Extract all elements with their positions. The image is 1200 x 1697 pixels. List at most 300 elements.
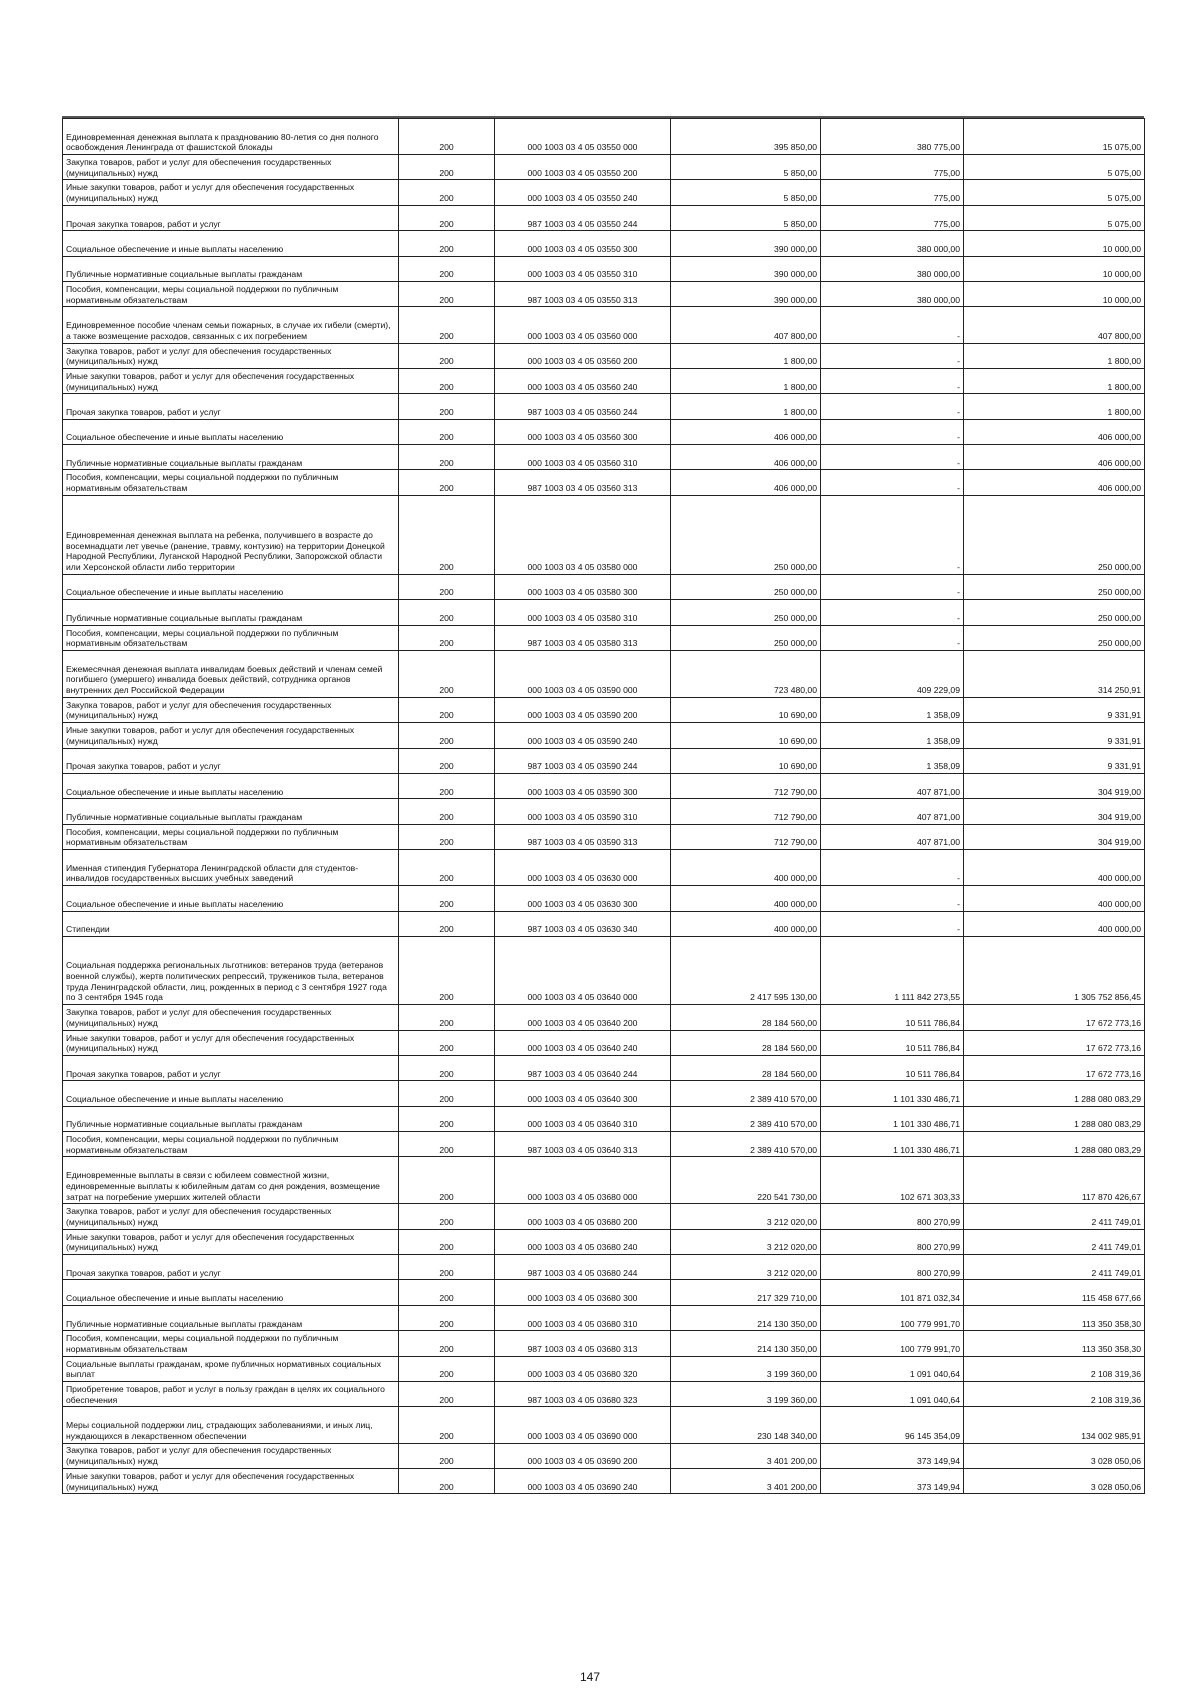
row-unexecuted-cell: 117 870 426,67 [964, 1157, 1145, 1204]
row-code-cell: 200 [399, 574, 495, 599]
row-executed-cell: 800 270,99 [821, 1229, 964, 1254]
row-approved-cell: 3 401 200,00 [671, 1468, 821, 1493]
row-classification-cell: 000 1003 03 4 05 03690 200 [495, 1443, 671, 1468]
row-classification-cell: 000 1003 03 4 05 03560 240 [495, 368, 671, 393]
table-row [63, 1382, 1145, 1407]
row-approved-cell: 390 000,00 [671, 256, 821, 281]
table-row [63, 282, 1145, 307]
row-executed-cell: 380 775,00 [821, 119, 964, 155]
row-code-cell: 200 [399, 1331, 495, 1356]
row-name-cell: Иные закупки товаров, работ и услуг для обеспечения государственных (муниципальных) нужд [63, 1229, 399, 1254]
row-code-cell: 200 [399, 256, 495, 281]
row-classification-cell: 000 1003 03 4 05 03690 240 [495, 1468, 671, 1493]
row-code-cell: 200 [399, 1443, 495, 1468]
row-code-cell: 200 [399, 1280, 495, 1305]
report-sheet [62, 118, 1144, 1494]
row-unexecuted-cell: 400 000,00 [964, 911, 1145, 936]
row-approved-cell: 10 690,00 [671, 697, 821, 722]
row-executed-cell: - [821, 419, 964, 444]
row-classification-cell: 987 1003 03 4 05 03640 313 [495, 1132, 671, 1157]
row-approved-cell: 5 850,00 [671, 155, 821, 180]
row-classification-cell: 987 1003 03 4 05 03590 244 [495, 748, 671, 773]
row-classification-cell: 000 1003 03 4 05 03590 200 [495, 697, 671, 722]
table-row [63, 1255, 1145, 1280]
table-row [63, 445, 1145, 470]
row-approved-cell: 712 790,00 [671, 799, 821, 824]
row-executed-cell: 1 091 040,64 [821, 1382, 964, 1407]
row-approved-cell: 3 199 360,00 [671, 1382, 821, 1407]
row-code-cell: 200 [399, 1005, 495, 1030]
row-unexecuted-cell: 250 000,00 [964, 625, 1145, 650]
row-code-cell: 200 [399, 394, 495, 419]
row-code-cell: 200 [399, 625, 495, 650]
table-row [63, 307, 1145, 343]
row-unexecuted-cell: 1 800,00 [964, 368, 1145, 393]
row-classification-cell: 000 1003 03 4 05 03550 200 [495, 155, 671, 180]
row-code-cell: 200 [399, 1030, 495, 1055]
table-row [63, 1106, 1145, 1131]
table-row [63, 419, 1145, 444]
row-code-cell: 200 [399, 1157, 495, 1204]
row-classification-cell: 000 1003 03 4 05 03550 000 [495, 119, 671, 155]
row-approved-cell: 230 148 340,00 [671, 1407, 821, 1443]
row-approved-cell: 406 000,00 [671, 419, 821, 444]
row-code-cell: 200 [399, 205, 495, 230]
row-approved-cell: 217 329 710,00 [671, 1280, 821, 1305]
row-unexecuted-cell: 134 002 985,91 [964, 1407, 1145, 1443]
row-classification-cell: 000 1003 03 4 05 03560 200 [495, 343, 671, 368]
row-classification-cell: 000 1003 03 4 05 03680 000 [495, 1157, 671, 1204]
row-approved-cell: 250 000,00 [671, 495, 821, 574]
row-approved-cell: 250 000,00 [671, 574, 821, 599]
row-executed-cell: - [821, 343, 964, 368]
row-unexecuted-cell: 314 250,91 [964, 650, 1145, 697]
row-executed-cell: - [821, 886, 964, 911]
table-row [63, 1280, 1145, 1305]
row-code-cell: 200 [399, 697, 495, 722]
row-unexecuted-cell: 406 000,00 [964, 445, 1145, 470]
row-name-cell: Иные закупки товаров, работ и услуг для обеспечения государственных (муниципальных) нужд [63, 1030, 399, 1055]
row-approved-cell: 712 790,00 [671, 824, 821, 849]
table-row [63, 799, 1145, 824]
row-executed-cell: 373 149,94 [821, 1468, 964, 1493]
row-code-cell: 200 [399, 1407, 495, 1443]
table-row [63, 697, 1145, 722]
row-executed-cell: 1 101 330 486,71 [821, 1132, 964, 1157]
row-name-cell: Приобретение товаров, работ и услуг в пользу граждан в целях их социального обеспечения [63, 1382, 399, 1407]
row-classification-cell: 000 1003 03 4 05 03560 310 [495, 445, 671, 470]
page-number: 147 [580, 1670, 601, 1684]
row-name-cell: Пособия, компенсации, меры социальной поддержки по публичным нормативным обязательствам [63, 282, 399, 307]
table-row [63, 773, 1145, 798]
row-unexecuted-cell: 17 672 773,16 [964, 1055, 1145, 1080]
row-code-cell: 200 [399, 886, 495, 911]
row-unexecuted-cell: 5 075,00 [964, 205, 1145, 230]
row-name-cell: Иные закупки товаров, работ и услуг для обеспечения государственных (муниципальных) нужд [63, 1468, 399, 1493]
row-classification-cell: 000 1003 03 4 05 03630 300 [495, 886, 671, 911]
row-executed-cell: 409 229,09 [821, 650, 964, 697]
row-unexecuted-cell: 250 000,00 [964, 600, 1145, 625]
row-classification-cell: 987 1003 03 4 05 03550 244 [495, 205, 671, 230]
row-code-cell: 200 [399, 1229, 495, 1254]
row-approved-cell: 28 184 560,00 [671, 1030, 821, 1055]
row-approved-cell: 2 389 410 570,00 [671, 1132, 821, 1157]
row-name-cell: Социальная поддержка региональных льготников: ветеранов труда (ветеранов военной службы), жертв политических репрессий, тружеников тыла, ветеранов труда Ленинградской области, лиц, рожденных в период с 3 сентября 1927 года по 3 сентября 1945 года [63, 936, 399, 1004]
row-unexecuted-cell: 1 288 080 083,29 [964, 1106, 1145, 1131]
row-name-cell: Закупка товаров, работ и услуг для обеспечения государственных (муниципальных) нужд [63, 697, 399, 722]
row-executed-cell: - [821, 368, 964, 393]
row-approved-cell: 3 212 020,00 [671, 1204, 821, 1229]
row-classification-cell: 987 1003 03 4 05 03630 340 [495, 911, 671, 936]
row-unexecuted-cell: 3 028 050,06 [964, 1443, 1145, 1468]
row-code-cell: 200 [399, 600, 495, 625]
row-executed-cell: 1 358,09 [821, 723, 964, 748]
row-unexecuted-cell: 9 331,91 [964, 748, 1145, 773]
row-approved-cell: 10 690,00 [671, 748, 821, 773]
row-executed-cell: 1 358,09 [821, 748, 964, 773]
row-name-cell: Социальное обеспечение и иные выплаты населению [63, 773, 399, 798]
row-unexecuted-cell: 400 000,00 [964, 850, 1145, 886]
row-classification-cell: 987 1003 03 4 05 03590 313 [495, 824, 671, 849]
row-executed-cell: 373 149,94 [821, 1443, 964, 1468]
row-code-cell: 200 [399, 119, 495, 155]
row-classification-cell: 000 1003 03 4 05 03580 000 [495, 495, 671, 574]
row-unexecuted-cell: 5 075,00 [964, 180, 1145, 205]
row-classification-cell: 000 1003 03 4 05 03550 310 [495, 256, 671, 281]
row-name-cell: Пособия, компенсации, меры социальной поддержки по публичным нормативным обязательствам [63, 1331, 399, 1356]
row-executed-cell: - [821, 600, 964, 625]
table-row [63, 1204, 1145, 1229]
row-approved-cell: 5 850,00 [671, 205, 821, 230]
row-approved-cell: 1 800,00 [671, 343, 821, 368]
row-approved-cell: 712 790,00 [671, 773, 821, 798]
row-classification-cell: 000 1003 03 4 05 03590 240 [495, 723, 671, 748]
row-code-cell: 200 [399, 850, 495, 886]
row-name-cell: Единовременная денежная выплата на ребенка, получившего в возрасте до восемнадцати лет увечье (ранение, травму, контузию) на территории Донецкой Народной Республики, Луганской Народной Республики, Запорожской области или Херсонской области либо территории [63, 495, 399, 574]
row-classification-cell: 987 1003 03 4 05 03560 313 [495, 470, 671, 495]
table-row [63, 1331, 1145, 1356]
row-approved-cell: 250 000,00 [671, 625, 821, 650]
table-row [63, 1305, 1145, 1330]
table-row [63, 748, 1145, 773]
row-classification-cell: 987 1003 03 4 05 03560 244 [495, 394, 671, 419]
row-classification-cell: 987 1003 03 4 05 03640 244 [495, 1055, 671, 1080]
row-name-cell: Социальное обеспечение и иные выплаты населению [63, 574, 399, 599]
row-name-cell: Иные закупки товаров, работ и услуг для обеспечения государственных (муниципальных) нужд [63, 368, 399, 393]
table-row [63, 1132, 1145, 1157]
row-classification-cell: 000 1003 03 4 05 03590 000 [495, 650, 671, 697]
row-unexecuted-cell: 2 108 319,36 [964, 1382, 1145, 1407]
row-executed-cell: 1 091 040,64 [821, 1356, 964, 1381]
table-row [63, 180, 1145, 205]
row-name-cell: Прочая закупка товаров, работ и услуг [63, 1255, 399, 1280]
row-executed-cell: 1 101 330 486,71 [821, 1106, 964, 1131]
row-executed-cell: 380 000,00 [821, 256, 964, 281]
table-top-border [62, 116, 1144, 118]
row-executed-cell: 1 358,09 [821, 697, 964, 722]
row-unexecuted-cell: 407 800,00 [964, 307, 1145, 343]
row-executed-cell: 10 511 786,84 [821, 1030, 964, 1055]
row-name-cell: Именная стипендия Губернатора Ленинградской области для студентов-инвалидов государственных высших учебных заведений [63, 850, 399, 886]
table-row [63, 1443, 1145, 1468]
row-approved-cell: 390 000,00 [671, 231, 821, 256]
row-classification-cell: 000 1003 03 4 05 03590 300 [495, 773, 671, 798]
row-name-cell: Иные закупки товаров, работ и услуг для обеспечения государственных (муниципальных) нужд [63, 180, 399, 205]
row-approved-cell: 250 000,00 [671, 600, 821, 625]
row-unexecuted-cell: 115 458 677,66 [964, 1280, 1145, 1305]
row-unexecuted-cell: 10 000,00 [964, 282, 1145, 307]
table-row [63, 723, 1145, 748]
row-unexecuted-cell: 400 000,00 [964, 886, 1145, 911]
row-code-cell: 200 [399, 419, 495, 444]
row-name-cell: Публичные нормативные социальные выплаты гражданам [63, 256, 399, 281]
row-executed-cell: 380 000,00 [821, 282, 964, 307]
row-code-cell: 200 [399, 307, 495, 343]
row-code-cell: 200 [399, 470, 495, 495]
table-row [63, 231, 1145, 256]
row-executed-cell: - [821, 625, 964, 650]
row-executed-cell: 380 000,00 [821, 231, 964, 256]
row-name-cell: Социальное обеспечение и иные выплаты населению [63, 231, 399, 256]
row-name-cell: Единовременное пособие членам семьи пожарных, в случае их гибели (смерти), а также возмещение расходов, связанных с их погребением [63, 307, 399, 343]
row-name-cell: Социальное обеспечение и иные выплаты населению [63, 886, 399, 911]
row-classification-cell: 000 1003 03 4 05 03640 000 [495, 936, 671, 1004]
row-classification-cell: 000 1003 03 4 05 03680 300 [495, 1280, 671, 1305]
table-row [63, 495, 1145, 574]
row-name-cell: Стипендии [63, 911, 399, 936]
row-executed-cell: - [821, 470, 964, 495]
row-executed-cell: 1 101 330 486,71 [821, 1081, 964, 1106]
row-executed-cell: 775,00 [821, 155, 964, 180]
row-name-cell: Единовременные выплаты в связи с юбилеем совместной жизни, единовременные выплаты к юбилейным датам со дня рождения, возмещение затрат на погребение умерших жителей области [63, 1157, 399, 1204]
row-classification-cell: 987 1003 03 4 05 03580 313 [495, 625, 671, 650]
row-name-cell: Закупка товаров, работ и услуг для обеспечения государственных (муниципальных) нужд [63, 1005, 399, 1030]
row-code-cell: 200 [399, 343, 495, 368]
row-unexecuted-cell: 1 288 080 083,29 [964, 1132, 1145, 1157]
row-name-cell: Социальное обеспечение и иные выплаты населению [63, 1280, 399, 1305]
row-approved-cell: 400 000,00 [671, 850, 821, 886]
row-name-cell: Пособия, компенсации, меры социальной поддержки по публичным нормативным обязательствам [63, 824, 399, 849]
row-unexecuted-cell: 1 288 080 083,29 [964, 1081, 1145, 1106]
row-unexecuted-cell: 15 075,00 [964, 119, 1145, 155]
row-executed-cell: 102 671 303,33 [821, 1157, 964, 1204]
row-executed-cell: 100 779 991,70 [821, 1331, 964, 1356]
row-approved-cell: 2 417 595 130,00 [671, 936, 821, 1004]
table-row [63, 1356, 1145, 1381]
row-unexecuted-cell: 9 331,91 [964, 723, 1145, 748]
row-code-cell: 200 [399, 1081, 495, 1106]
row-unexecuted-cell: 250 000,00 [964, 574, 1145, 599]
table-row [63, 470, 1145, 495]
row-code-cell: 200 [399, 495, 495, 574]
row-approved-cell: 406 000,00 [671, 445, 821, 470]
row-name-cell: Прочая закупка товаров, работ и услуг [63, 394, 399, 419]
row-name-cell: Пособия, компенсации, меры социальной поддержки по публичным нормативным обязательствам [63, 1132, 399, 1157]
row-unexecuted-cell: 304 919,00 [964, 799, 1145, 824]
table-row [63, 1081, 1145, 1106]
table-row [63, 886, 1145, 911]
row-unexecuted-cell: 5 075,00 [964, 155, 1145, 180]
row-name-cell: Публичные нормативные социальные выплаты гражданам [63, 445, 399, 470]
row-approved-cell: 214 130 350,00 [671, 1305, 821, 1330]
row-code-cell: 200 [399, 1106, 495, 1131]
row-executed-cell: - [821, 911, 964, 936]
row-classification-cell: 000 1003 03 4 05 03580 310 [495, 600, 671, 625]
row-name-cell: Меры социальной поддержки лиц, страдающих заболеваниями, и иных лиц, нуждающихся в лекарственном обеспечении [63, 1407, 399, 1443]
row-approved-cell: 214 130 350,00 [671, 1331, 821, 1356]
row-approved-cell: 10 690,00 [671, 723, 821, 748]
table-body [63, 119, 1145, 1494]
row-name-cell: Пособия, компенсации, меры социальной поддержки по публичным нормативным обязательствам [63, 470, 399, 495]
row-executed-cell: 1 111 842 273,55 [821, 936, 964, 1004]
row-name-cell: Закупка товаров, работ и услуг для обеспечения государственных (муниципальных) нужд [63, 343, 399, 368]
table-row [63, 1030, 1145, 1055]
row-code-cell: 200 [399, 1132, 495, 1157]
row-executed-cell: - [821, 495, 964, 574]
row-unexecuted-cell: 304 919,00 [964, 773, 1145, 798]
row-code-cell: 200 [399, 1305, 495, 1330]
row-unexecuted-cell: 2 411 749,01 [964, 1255, 1145, 1280]
row-code-cell: 200 [399, 180, 495, 205]
row-executed-cell: 96 145 354,09 [821, 1407, 964, 1443]
row-name-cell: Закупка товаров, работ и услуг для обеспечения государственных (муниципальных) нужд [63, 1204, 399, 1229]
table-row [63, 911, 1145, 936]
row-unexecuted-cell: 250 000,00 [964, 495, 1145, 574]
row-code-cell: 200 [399, 1055, 495, 1080]
row-name-cell: Социальное обеспечение и иные выплаты населению [63, 1081, 399, 1106]
row-code-cell: 200 [399, 231, 495, 256]
row-approved-cell: 1 800,00 [671, 368, 821, 393]
row-name-cell: Социальные выплаты гражданам, кроме публичных нормативных социальных выплат [63, 1356, 399, 1381]
row-executed-cell: 407 871,00 [821, 773, 964, 798]
row-executed-cell: 10 511 786,84 [821, 1005, 964, 1030]
row-name-cell: Ежемесячная денежная выплата инвалидам боевых действий и членам семей погибшего (умершего) инвалида боевых действий, сотрудника органов внутренних дел Российской Федерации [63, 650, 399, 697]
row-approved-cell: 220 541 730,00 [671, 1157, 821, 1204]
row-unexecuted-cell: 17 672 773,16 [964, 1030, 1145, 1055]
row-executed-cell: 101 871 032,34 [821, 1280, 964, 1305]
row-code-cell: 200 [399, 368, 495, 393]
row-name-cell: Прочая закупка товаров, работ и услуг [63, 748, 399, 773]
row-classification-cell: 000 1003 03 4 05 03560 300 [495, 419, 671, 444]
row-code-cell: 200 [399, 824, 495, 849]
table-row [63, 155, 1145, 180]
row-code-cell: 200 [399, 650, 495, 697]
row-approved-cell: 400 000,00 [671, 886, 821, 911]
row-code-cell: 200 [399, 282, 495, 307]
row-approved-cell: 1 800,00 [671, 394, 821, 419]
table-row [63, 650, 1145, 697]
row-classification-cell: 000 1003 03 4 05 03680 310 [495, 1305, 671, 1330]
table-row [63, 394, 1145, 419]
row-unexecuted-cell: 2 411 749,01 [964, 1229, 1145, 1254]
row-name-cell: Публичные нормативные социальные выплаты гражданам [63, 1305, 399, 1330]
row-code-cell: 200 [399, 748, 495, 773]
row-executed-cell: 775,00 [821, 180, 964, 205]
row-code-cell: 200 [399, 911, 495, 936]
row-unexecuted-cell: 1 305 752 856,45 [964, 936, 1145, 1004]
row-unexecuted-cell: 113 350 358,30 [964, 1305, 1145, 1330]
row-classification-cell: 000 1003 03 4 05 03680 240 [495, 1229, 671, 1254]
row-code-cell: 200 [399, 723, 495, 748]
table-row [63, 936, 1145, 1004]
row-classification-cell: 000 1003 03 4 05 03550 240 [495, 180, 671, 205]
row-classification-cell: 000 1003 03 4 05 03640 300 [495, 1081, 671, 1106]
row-approved-cell: 723 480,00 [671, 650, 821, 697]
table-row [63, 574, 1145, 599]
row-classification-cell: 000 1003 03 4 05 03590 310 [495, 799, 671, 824]
row-unexecuted-cell: 9 331,91 [964, 697, 1145, 722]
row-classification-cell: 000 1003 03 4 05 03680 200 [495, 1204, 671, 1229]
row-executed-cell: 800 270,99 [821, 1204, 964, 1229]
row-executed-cell: 407 871,00 [821, 824, 964, 849]
row-classification-cell: 000 1003 03 4 05 03690 000 [495, 1407, 671, 1443]
row-approved-cell: 3 199 360,00 [671, 1356, 821, 1381]
row-approved-cell: 395 850,00 [671, 119, 821, 155]
row-code-cell: 200 [399, 936, 495, 1004]
row-executed-cell: - [821, 445, 964, 470]
table-row [63, 824, 1145, 849]
table-row [63, 1468, 1145, 1493]
row-approved-cell: 3 212 020,00 [671, 1255, 821, 1280]
row-classification-cell: 000 1003 03 4 05 03580 300 [495, 574, 671, 599]
table-row [63, 1407, 1145, 1443]
table-row [63, 119, 1145, 155]
row-code-cell: 200 [399, 1356, 495, 1381]
row-approved-cell: 3 212 020,00 [671, 1229, 821, 1254]
row-approved-cell: 400 000,00 [671, 911, 821, 936]
row-name-cell: Публичные нормативные социальные выплаты гражданам [63, 600, 399, 625]
row-unexecuted-cell: 1 800,00 [964, 343, 1145, 368]
row-executed-cell: 775,00 [821, 205, 964, 230]
row-classification-cell: 000 1003 03 4 05 03550 300 [495, 231, 671, 256]
row-name-cell: Прочая закупка товаров, работ и услуг [63, 205, 399, 230]
row-classification-cell: 000 1003 03 4 05 03640 310 [495, 1106, 671, 1131]
row-unexecuted-cell: 304 919,00 [964, 824, 1145, 849]
row-approved-cell: 28 184 560,00 [671, 1005, 821, 1030]
row-classification-cell: 000 1003 03 4 05 03680 320 [495, 1356, 671, 1381]
row-classification-cell: 000 1003 03 4 05 03630 000 [495, 850, 671, 886]
row-code-cell: 200 [399, 155, 495, 180]
row-executed-cell: 100 779 991,70 [821, 1305, 964, 1330]
row-code-cell: 200 [399, 773, 495, 798]
row-code-cell: 200 [399, 1468, 495, 1493]
table-row [63, 343, 1145, 368]
row-classification-cell: 987 1003 03 4 05 03680 244 [495, 1255, 671, 1280]
row-approved-cell: 390 000,00 [671, 282, 821, 307]
row-approved-cell: 28 184 560,00 [671, 1055, 821, 1080]
row-unexecuted-cell: 10 000,00 [964, 231, 1145, 256]
row-name-cell: Иные закупки товаров, работ и услуг для обеспечения государственных (муниципальных) нужд [63, 723, 399, 748]
row-name-cell: Публичные нормативные социальные выплаты гражданам [63, 1106, 399, 1131]
row-executed-cell: - [821, 574, 964, 599]
row-unexecuted-cell: 2 108 319,36 [964, 1356, 1145, 1381]
row-executed-cell: - [821, 850, 964, 886]
row-classification-cell: 000 1003 03 4 05 03560 000 [495, 307, 671, 343]
row-approved-cell: 2 389 410 570,00 [671, 1106, 821, 1131]
row-code-cell: 200 [399, 1204, 495, 1229]
row-name-cell: Единовременная денежная выплата к празднованию 80-летия со дня полного освобождения Ленинграда от фашистской блокады [63, 119, 399, 155]
row-approved-cell: 406 000,00 [671, 470, 821, 495]
row-name-cell: Прочая закупка товаров, работ и услуг [63, 1055, 399, 1080]
table-row [63, 368, 1145, 393]
row-code-cell: 200 [399, 1382, 495, 1407]
row-approved-cell: 407 800,00 [671, 307, 821, 343]
row-unexecuted-cell: 10 000,00 [964, 256, 1145, 281]
row-unexecuted-cell: 406 000,00 [964, 419, 1145, 444]
row-executed-cell: 407 871,00 [821, 799, 964, 824]
row-name-cell: Социальное обеспечение и иные выплаты населению [63, 419, 399, 444]
row-approved-cell: 3 401 200,00 [671, 1443, 821, 1468]
